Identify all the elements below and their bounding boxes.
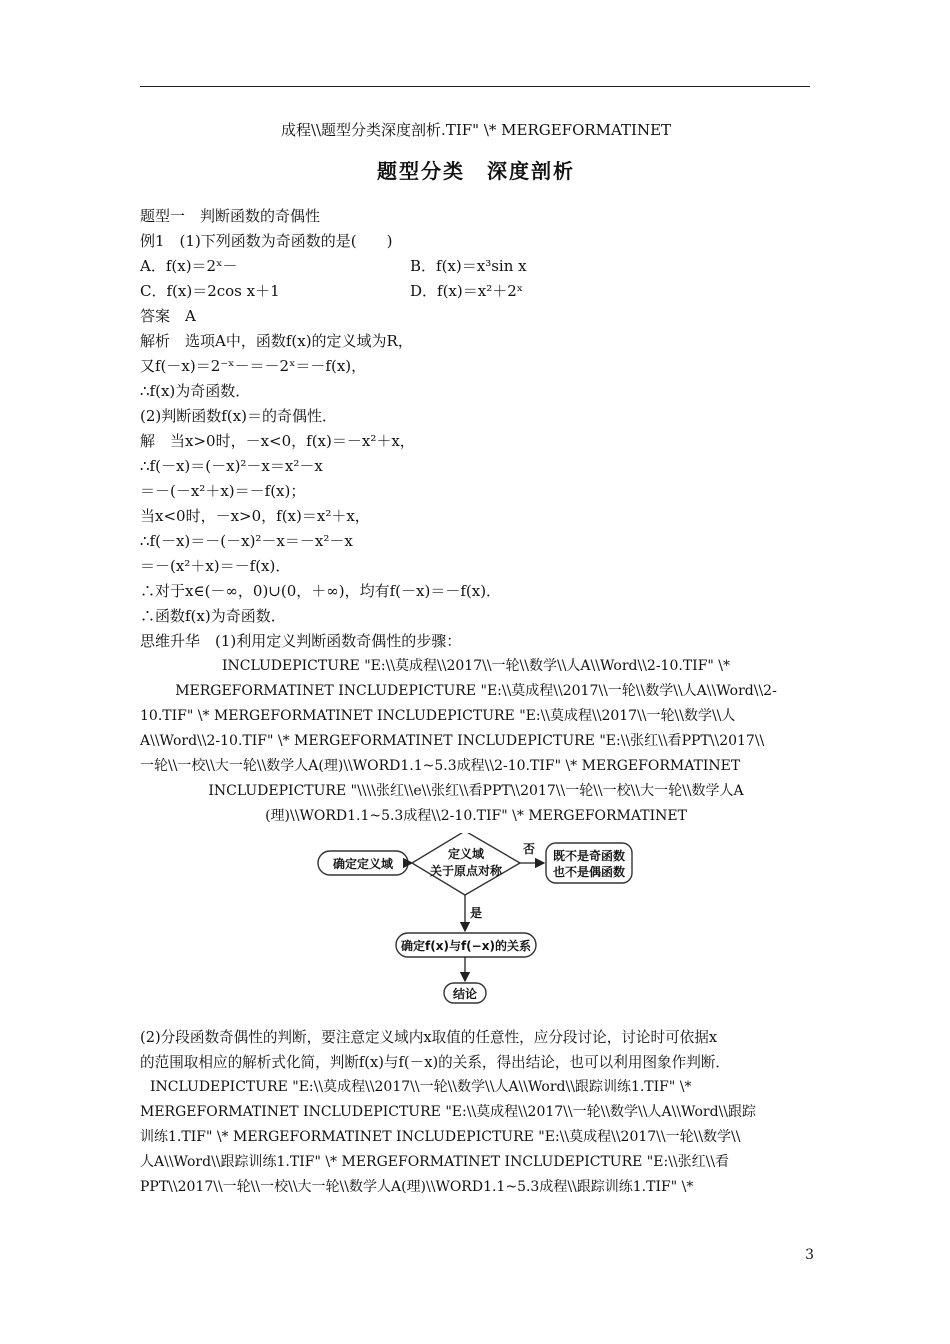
page-number: 3 — [805, 1247, 814, 1263]
include-line: INCLUDEPICTURE "\\\\张红\\e\\张红\\看PPT\\2017\\一轮\\一校\\大一轮\\数学人A — [208, 783, 744, 799]
solution-line: ＝－(x²＋x)＝－f(x)． — [140, 557, 291, 575]
include-line: 10.TIF" \* MERGEFORMATINET INCLUDEPICTURE "E:\\莫成程\\2017\\一轮\\数学\\人 — [140, 708, 736, 724]
include-picture-block-1 — [140, 654, 812, 829]
solution-line: ∴对于x∈(－∞，0)∪(0，＋∞)，均有f(－x)＝－f(x)． — [140, 582, 502, 600]
option-d: D．f(x)＝x²＋2ˣ — [410, 282, 524, 300]
solution-line: ∴f(－x)＝(－x)²－x＝x²－x — [140, 457, 323, 475]
merge-field-line: 成程\\题型分类深度剖析.TIF" \* MERGEFORMATINET — [280, 121, 672, 139]
include-line: A\\Word\\2-10.TIF" \* MERGEFORMATINET INCLUDEPICTURE "E:\\张红\\看PPT\\2017\\ — [140, 733, 765, 749]
flow-relation-label: 确定f(x)与f(−x)的关系 — [401, 939, 531, 953]
option-a: A．f(x)＝2ˣ－ — [140, 257, 238, 275]
include-line: INCLUDEPICTURE "E:\\莫成程\\2017\\一轮\\数学\\人A\\Word\\2-10.TIF" \* — [221, 658, 731, 674]
solution-line: ∴f(－x)＝－(－x)²－x＝－x²－x — [140, 532, 353, 550]
analysis-line: ∴f(x)为奇函数． — [140, 382, 251, 400]
option-b: B．f(x)＝x³sin x — [410, 257, 527, 275]
solution-line: ＝－(－x²＋x)＝－f(x)； — [140, 482, 306, 500]
solution-line: 解 当x>0时，－x<0，f(x)＝－x²＋x， — [140, 432, 415, 450]
analysis-line: 又f(－x)＝2⁻ˣ－＝－2ˣ＝－f(x)， — [140, 357, 367, 375]
flow-yes-label: 是 — [470, 906, 483, 920]
include-line: INCLUDEPICTURE "E:\\莫成程\\2017\\一轮\\数学\\人A\\Word\\跟踪训练1.TIF" \* — [150, 1079, 692, 1095]
document-page — [140, 118, 812, 1200]
flow-conclusion-label: 结论 — [452, 987, 478, 1001]
include-line: 人A\\Word\\跟踪训练1.TIF" \* MERGEFORMATINET INCLUDEPICTURE "E:\\张红\\看 — [140, 1154, 730, 1170]
include-line: (理)\\WORD1.1~5.3成程\\2-10.TIF" \* MERGEFORMATINET — [265, 808, 687, 824]
answer-line: 答案 A — [140, 307, 196, 325]
include-line: 一轮\\一校\\大一轮\\数学人A(理)\\WORD1.1~5.3成程\\2-10.TIF" \* MERGEFORMATINET — [140, 758, 741, 774]
parity-flowchart — [140, 833, 812, 1025]
flow-step-domain-label: 确定定义域 — [332, 857, 394, 871]
point-2-line: (2)分段函数奇偶性的判断，要注意定义域内x取值的任意性，应分段讨论，讨论时可依据x — [140, 1029, 718, 1046]
summary-intro: 思维升华 (1)利用定义判断函数奇偶性的步骤： — [140, 632, 462, 650]
option-c: C．f(x)＝2cos x＋1 — [140, 282, 280, 300]
include-line: PPT\\2017\\一轮\\一校\\大一轮\\数学人A(理)\\WORD1.1~5.3成程\\跟踪训练1.TIF" \* — [140, 1179, 694, 1195]
include-line: MERGEFORMATINET INCLUDEPICTURE "E:\\莫成程\\2017\\一轮\\数学\\人A\\Word\\2- — [175, 683, 777, 699]
flow-decision-label-2: 关于原点对称 — [429, 864, 503, 878]
solution-line: ∴函数f(x)为奇函数． — [140, 607, 286, 625]
flow-neither-label-1: 既不是奇函数 — [552, 849, 626, 863]
solution-line: 当x<0时，－x>0，f(x)＝x²＋x， — [140, 507, 370, 525]
topic-title: 题型一 判断函数的奇偶性 — [140, 207, 321, 225]
include-line: MERGEFORMATINET INCLUDEPICTURE "E:\\莫成程\\2017\\一轮\\数学\\人A\\Word\\跟踪 — [140, 1104, 756, 1120]
flow-no-label: 否 — [523, 842, 536, 856]
options-row-1 — [140, 254, 812, 279]
flow-decision-label-1: 定义域 — [447, 847, 485, 861]
flow-neither-label-2: 也不是偶函数 — [552, 865, 626, 879]
section-title: 题型分类 深度剖析 — [377, 159, 575, 183]
example-1-question: 例1 (1)下列函数为奇函数的是( ) — [140, 232, 393, 250]
include-line: 训练1.TIF" \* MERGEFORMATINET INCLUDEPICTURE "E:\\莫成程\\2017\\一轮\\数学\\ — [140, 1129, 741, 1145]
top-rule — [140, 86, 810, 87]
options-row-2 — [140, 279, 812, 304]
part-2-question: (2)判断函数f(x)＝的奇偶性． — [140, 407, 337, 425]
analysis-line: 解析 选项A中，函数f(x)的定义域为R， — [140, 332, 413, 350]
include-picture-block-2 — [140, 1075, 812, 1200]
point-2-line: 的范围取相应的解析式化简，判断f(x)与f(－x)的关系，得出结论，也可以利用图象作判断． — [140, 1054, 731, 1071]
